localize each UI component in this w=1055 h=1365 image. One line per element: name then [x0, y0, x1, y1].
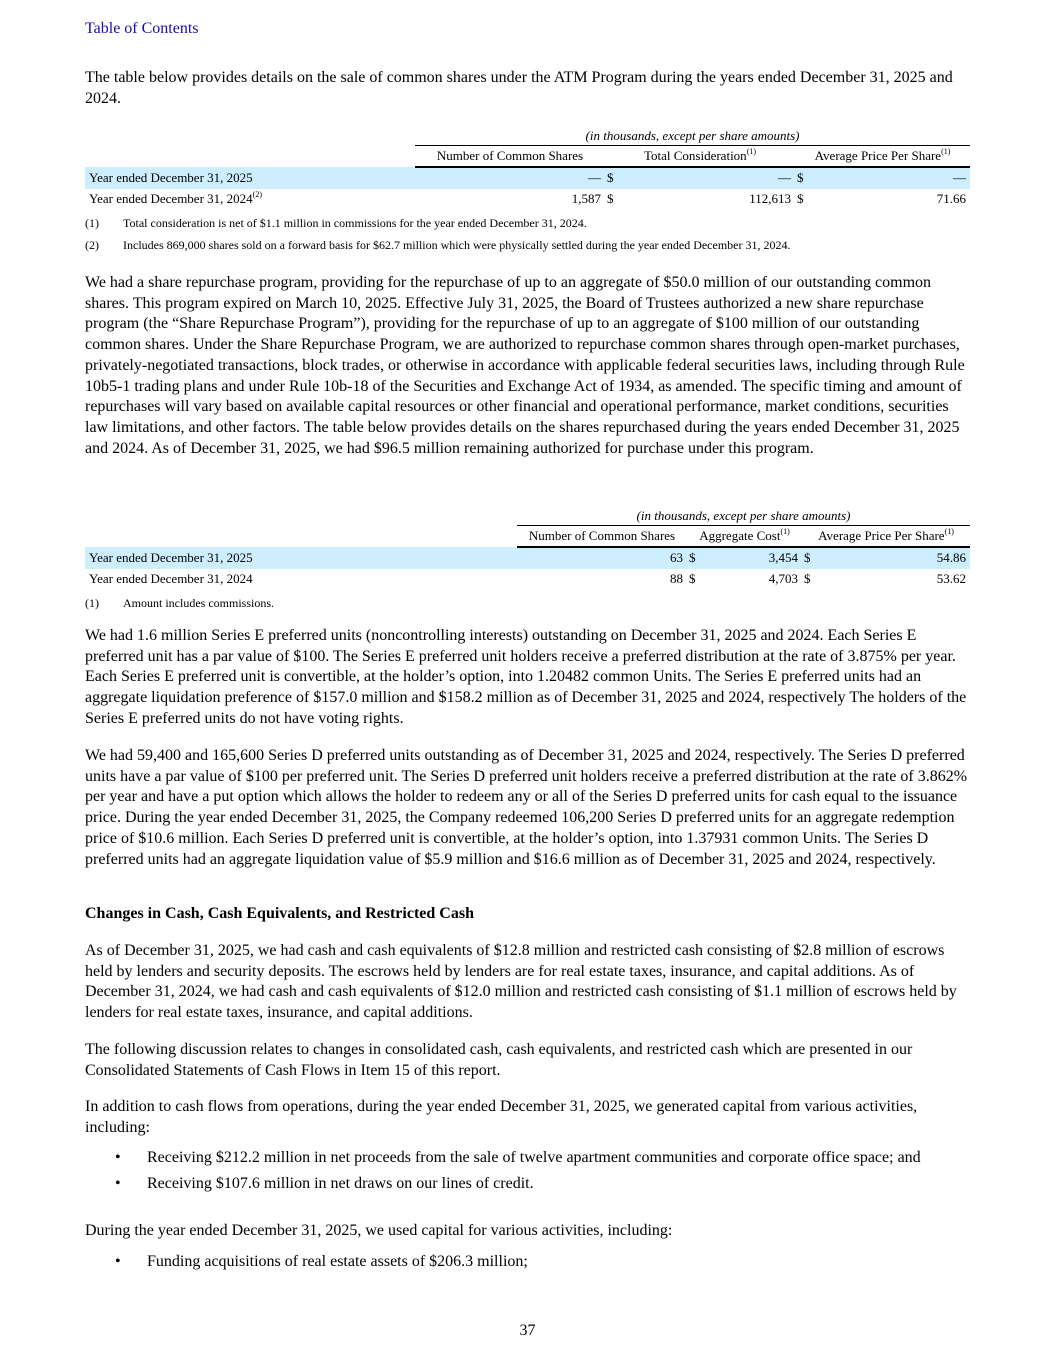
generated-bullet-list: [85, 1148, 970, 1194]
footnote: (1) Total consideration is net of $1.1 million in commissions for the year ended December 31, 2024.: [85, 216, 587, 230]
row-label: Year ended December 31, 2024$^{(2)}$: [89, 189, 262, 206]
section-heading: Changes in Cash, Cash Equivalents, and Restricted Cash: [85, 905, 474, 922]
table-row: Year ended December 31, 2025 — $ — $ —: [85, 167, 970, 189]
footnote: (1) Amount includes commissions.: [85, 596, 274, 610]
repurchase-paragraph: We had a share repurchase program, providing for the repurchase of up to an aggregate of $50.0 million of our outstanding common shares. This program expired on March 10, 2025. Effective July 31, 2025, the Board of Trustees authorized a new share repurchase program (the “Share Repurchase Program”), providing for the repurchase of up to an aggregate of $100 million of our outstanding common shares. Under the Share Repurchase Program, we are authorized to repurchase common shares through open-market purchases, privately-negotiated transactions, block trades, or otherwise in accordance with applicable federal securities laws, including through Rule 10b5-1 trading plans and under Rule 10b-18 of the Securities and Exchange Act of 1934, as amended. The specific timing and amount of repurchases will vary based on available capital resources or other financial and operational performance, market conditions, securities law limitations, and other factors. The table below provides details on the shares repurchased during the years ended December 31, 2025 and 2024. As of December 31, 2025, we had $96.5 million remaining authorized for purchase under this program.: [85, 274, 965, 457]
row-label: Year ended December 31, 2024: [89, 570, 253, 586]
page-number: 37: [519, 1322, 536, 1339]
table-caption: (in thousands, except per share amounts): [517, 506, 970, 526]
atm-intro-paragraph: The table below provides details on the sale of common shares under the ATM Program during the years ended December 31, 2025 and 2024.: [85, 69, 953, 107]
series-d-paragraph: We had 59,400 and 165,600 Series D preferred units outstanding as of December 31, 2025 and 2024, respectively. The Series D preferred units have a par value of $100 per preferred unit. The Series D preferred unit holders receive a preferred distribution at the rate of 3.862% per year and have a put option which allows the holder to redeem any or all of the Series D preferred units for cash equal to the issuance price. During the year ended December 31, 2025, the Company redeemed 106,200 Series D preferred units for an aggregate redemption price of $10.6 million. Each Series D preferred unit is convertible, at the holder’s option, into 1.37931 common Units. The Series D preferred units had an aggregate liquidation value of $5.9 million and $16.6 million as of December 31, 2025 and 2024, respectively.: [85, 747, 968, 868]
cost-cell: 4,703: [768, 570, 798, 586]
col-header-avg-price: Average Price Per Share$^{(1)}$: [802, 526, 970, 548]
shares-cell: 1,587: [571, 190, 601, 206]
cash-paragraph-2: The following discussion relates to changes in consolidated cash, cash equivalents, and restricted cash which are presented in our Consolidated Statements of Cash Flows in Item 15 of this report.: [85, 1041, 913, 1079]
table-row: Year ended December 31, 2024$^{(2)}$ 1,587 $ 112,613 $ 71.66: [85, 189, 970, 210]
cash-paragraph-3: In addition to cash flows from operations, during the year ended December 31, 2025, we generated capital from various activities, including:: [85, 1098, 918, 1136]
atm-table: [85, 126, 970, 209]
series-e-paragraph: We had 1.6 million Series E preferred units (noncontrolling interests) outstanding on December 31, 2025 and 2024. Each Series E preferred unit has a par value of $100. The Series E preferred unit holders receive a preferred distribution at the rate of 3.875% per year. Each Series E preferred unit is convertible, at the holder’s option, into 1.20482 common Units. The Series E preferred units had an aggregate liquidation preference of $157.0 million and $158.2 million as of December 31, 2025 and 2024, respectively The holders of the Series E preferred units do not have voting rights.: [85, 627, 967, 727]
used-bullet-list: [85, 1252, 970, 1273]
shares-cell: 63: [670, 550, 683, 566]
used-paragraph: During the year ended December 31, 2025, we used capital for various activities, including:: [85, 1222, 673, 1239]
col-header-shares: Number of Common Shares: [517, 526, 687, 548]
avg-price-cell: —: [953, 170, 967, 186]
cash-paragraph-1: As of December 31, 2025, we had cash and cash equivalents of $12.8 million and restricted cash consisting of $2.8 million of escrows held by lenders and security deposits. The escrows held by lenders are for real estate taxes, insurance, and capital additions. As of December 31, 2024, we had cash and cash equivalents of $12.0 million and restricted cash consisting of $1.1 million of escrows held by lenders for real estate taxes, insurance, and capital additions.: [85, 942, 957, 1022]
col-header-aggregate-cost: Aggregate Cost$^{(1)}$: [687, 526, 802, 548]
table-row: Year ended December 31, 2025 63 $ 3,454 $ 54.86: [85, 547, 970, 569]
col-header-avg-price: Average Price Per Share$^{(1)}$: [795, 146, 970, 168]
avg-price-cell: 53.62: [936, 570, 967, 586]
row-label: Year ended December 31, 2025: [89, 169, 253, 185]
repurchase-table: [85, 506, 970, 589]
repurchase-footnotes: [85, 595, 970, 611]
col-header-consideration: Total Consideration$^{(1)}$: [605, 146, 795, 168]
shares-cell: —: [588, 170, 601, 186]
atm-footnotes: [85, 215, 970, 253]
consideration-cell: —: [778, 170, 791, 186]
cost-cell: 3,454: [768, 550, 798, 566]
list-item: • Funding acquisitions of real estate assets of $206.3 million;: [115, 1253, 528, 1270]
table-of-contents-link[interactable]: Table of Contents: [85, 20, 199, 37]
table-caption: (in thousands, except per share amounts): [415, 126, 970, 146]
list-item: • Receiving $107.6 million in net draws on our lines of credit.: [115, 1174, 534, 1192]
list-item: • Receiving $212.2 million in net proceeds from the sale of twelve apartment communities and corporate office space; and: [115, 1149, 921, 1166]
row-label: Year ended December 31, 2025: [89, 549, 253, 565]
col-header-shares: Number of Common Shares: [415, 146, 605, 168]
avg-price-cell: 71.66: [936, 190, 967, 206]
footnote: (2) Includes 869,000 shares sold on a forward basis for $62.7 million which were physically settled during the year ended December 31, 2024.: [85, 238, 791, 252]
shares-cell: 88: [670, 570, 683, 586]
table-row: Year ended December 31, 2024 88 $ 4,703 $ 53.62: [85, 569, 970, 590]
consideration-cell: 112,613: [749, 190, 791, 206]
avg-price-cell: 54.86: [936, 550, 967, 566]
